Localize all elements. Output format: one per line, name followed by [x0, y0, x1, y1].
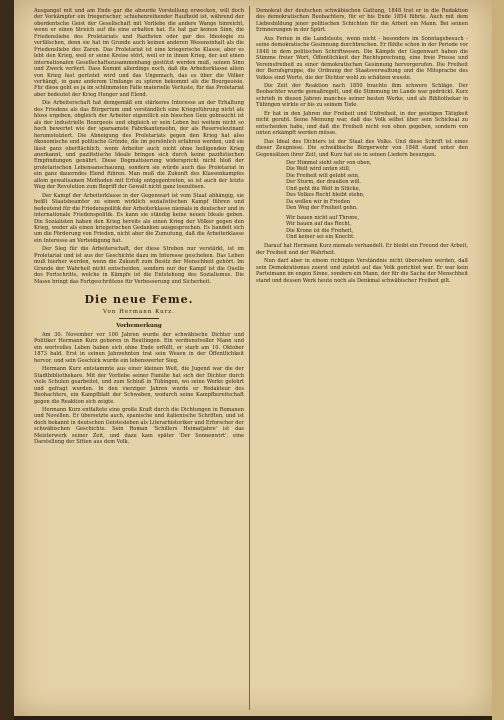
verse-line: Den Weg der Freiheit gehn. [286, 205, 358, 212]
left-paragraph: Ausgangel mit und am Ende gar die absurde Vorstellung erwecken, will doch der Vorkämpfer ein friegerischer, schiebenreihender Raufbold ist, während der oberdentsche Geist der Gesellschaft mit Vorliebe die andere Wange hinreicht, wenn er einen Streich auf die eine erhalten hat. Es hat gar keinen Sinn, die Friedensliebe des Proletariats und Pazifisten oder gar des Ideologie zu verfälschen, denn sie hat im Grunde auch keinen anderen Wesensinhalt als die Friedensliebe des Zaren. Das Proletariat ist eine kriegerische Klasse, aber es lebt den Krieg, weil er seine Kreise stört, weil er in ihnen Krieg, der auf einen internationalen Gesellschaftszusammenhang gestützt werden muß, seinen Sinn und Zweck verliert. Dass Kommt allerdings noch, daß die Arbeiterklasse allein von Krieg fast gerüstet wird und das Ungemach, das es über die Völker verhängt, in ganz anderem Umfange zu spüren bekommt als die Bourgeoisie. Für diese geht es ja im schlimmsten Falle materielle Verluste, für das Proletariat aber bedeutet der Krieg Hunger und Elend. [34, 8, 244, 98]
left-column [34, 8, 244, 708]
left-paragraph: Hermann Kurz entstammte aus einer kleinen Welt, die Jugend war die der Stadtbibliothekare. Mit der Vorliebe seiner Familie hat sich der Dichter durch viele Schulen gearbeitet, und zum Schluß in Tübingen, wo seine Werke gelehrt und gefragt wurden. In den vierziger Jahren wurde er Redakteur des Beobachters, ein Kampfblatt der Schwaben, wodurch seine Kampfbereitschaft gegen die Reaktion sich zeigte. [34, 366, 244, 405]
title-divider [119, 318, 159, 319]
right-paragraph: Aus Ferien in die Landsleute, wenn nicht - besonders im Sonntagsbesuch - seine demokratische Gesinnung durchbrechen. Er fühlte schon in der Periode vor 1848 in dem politischen Schriftwesen. Die Kämpfe der Gegenwart haben die Stimme freier Wort, Öffentlichkeit der Rechtsprechung, eine freie Presse und Vereinsfreiheit zu einer demokratischen Gesinnung hervorgerufen. Die Freiheit der Berufsgruppe, die Ordnung der Staatsverwaltung und die Mitsprache des Volkes sind Werte, die der Dichter wohl zu schätzen wusste. [256, 35, 468, 81]
left-paragraph: Der Sieg für die Arbeiterschaft, der diese Streben nur verstärkt, ist im Proletariat und ist aus der Geschichte dazu im Interesse geschehen. Das Leben muß hierher werden, wenn die Zukunft zum Besitz der Menschheit gehört. Im Grunde der Wahrheit nicht entscheiden, sondern nur der Kampf ist die Quelle des Fortschritts, welche in Kämpfe ist die Entstehung des Sozialismus. Die Masse bringt das Fortgeschrittene für Verbesserung und Sicherheit. [34, 246, 244, 285]
left-paragraph: Die Arbeiterschaft hat demgemäß ein stärkeres Interesse an der Erhaltung des Friedens als das Bürgertum und verständlich eine Kriegsführung nicht als bloss ergeben, obgleich der Arbeiter eigentlich ein bisschen Geiz gebraucht ist als der industrielle Bourgeois und obgleich er sein Leben bei weitem nicht so hoch bewertet wie der sparsamste Fabrikantensohn, der als Reserveleutnant herumstolziert. Die Abneigung des Proletariats gegen den Krieg hat also ökonomische und politische Gründe, die im persönlich erfahren werden, und sie lässt ganz oberflächlich, wenn Arbeiter auch nicht ohne heiligenden Krieg anerkannt, und pazifistische Ideale bringen sich durch keine pazifistischen Empfindungen genährt. Diese Dogmatisierung widerspricht nicht bloß der proletarischen Lebensanschauung, sondern sie würde auch das Proletariat in ein ganz dauerndes Elend führen. Man muß die Zukunft des Klassenkampfes allem gewaltsamen Methoden mit Erfolg entgegentreten, so ist auch der letzte Weg der Revolution zum Begriff der Gewalt nicht ganz loszulösen. [34, 100, 244, 191]
right-paragraph: Nun darf aber in einem richtigen Verständnis nicht übersehen werden, daß sein Demokratismus zuerst und zuletzt auf das Volk gerichtet war. Er war kein Parteimann im engen Sinne, sondern ein Mann, der für die Sache der Menschheit stand und dessen Werk heute noch als Denkmal schwäbischer Freiheit gilt. [256, 258, 468, 284]
left-paragraph: Hermann Kurz entfaltete eine große Kraft durch die Dichtungen in Romanen und Novellen. Er übersetzte auch, spanische und italienische Schriften, und ist doch bekannt in deutschen Geistesleben als Literarhistoriker und Erforscher der schwäbischen Geschichte. Sein Roman 'Schillers Heimatjahre' ist das Meisterwerk seiner Zeit, und dazu kam später 'Der Sonnenwirt', eine Darstellung der Sitten aus dem Volk. [34, 407, 244, 446]
verse-line: Des Volkes Recht bleibt stehn, [286, 192, 365, 199]
right-paragraph: Die Zeit der Reaktion nach 1850 brachte ihm schwere Schläge. Der Beobachter wurde gemaßregelt, und die Stimmung im Lande war gedrückt. Kurz schrieb in diesen Jahren manches seiner besten Werke, und als Bibliothekar in Tübingen wirkte er bis zu seinem Tode. [256, 82, 468, 109]
article-title: Die neue Feme. [84, 293, 194, 307]
poem-block [256, 160, 468, 240]
verse-line: Der Himmel sieht sehr von oben, [286, 159, 372, 166]
right-paragraph: Das Ideal des Dichters ist der Staat des Volks. Und diese Schrift ist eines dieser Zeugnisse. Die schwäbische Bürgerwehr von 1848 stand unter den Gegensätzen ihrer Zeit, und Kurz hat sie in seinen Liedern besungen. [256, 138, 468, 158]
scan-left-margin [0, 0, 14, 720]
right-paragraph: Darauf hat Hermann Kurz niemals verhandelt. Er bleibt ein Freund der Arbeit, der Freiheit und der Wahrheit. [256, 243, 468, 256]
verse-line: Die Welt wird unten still, [286, 166, 351, 173]
verse-line: Und geht die Welt in Stücke, [286, 185, 361, 192]
right-column [256, 8, 468, 708]
right-paragraph: Er hat in den Jahren der Freiheit und Unfreiheit, in der geistigen Tätigkeit nicht geruht. Seine Meinung war, daß das Volk selbst über sein Schicksal zu entscheiden habe, und daß die Freiheit nicht von oben gegeben, sondern von unten erkämpft werden müsse. [256, 110, 468, 137]
article-subtitle: Vorbemerkung [116, 323, 162, 330]
right-paragraph: Demokrat der deutschen schwäbischen Gattung, 1848 trat er in die Redaktion des demokratischen Beobachters, für er bis Ende 1854 führte. Auch mit dem Liebesbildung jener politischen Schichten für die Arbeit ein Mann. Bei seinen Erinnerungen in der Spürt. [256, 8, 468, 34]
verse-line: Die Krone ist die Freiheit, [286, 227, 354, 234]
verse-line: Der Sturm, der draußen will. [286, 179, 361, 186]
left-paragraph: Der Kampf der Arbeiterklasse in der Gegenwart ist vom Staat abhängig, sie heißt Staatsbeamter zu einem wirklich sozialistischen Kampf führen und bedeutend für die Friedenspolitik der Arbeiterklasse niemals in deutscher und in internationale Friedenspolitik. Es kann sie ständig keine neuen Ideale geben. Die Sozialisten haben den Krieg bereits als einen Krieg der Völker gegen den Krieg, weder als einen kriegerischen Gedanken ausgesprochen. Es handelt sich um die Förderung von Frieden, nicht aber die Zumutung, daß die Arbeiterklasse ein Interesse an Verteidigung hat. [34, 192, 244, 244]
article-byline: Von Hermann Kurz. [103, 309, 175, 316]
left-paragraph: Am 30. November vor 100 Jahren wurde der schwäbische Dichter und Politiker Hermann Kurz geboren in Reutlingen. Ein verdienstvoller Mann und ein wertvolles Leben haben sich ohne Ende erfüllt, er starb am 10. Oktober 1873 bald. Erst in seinen Jahrzehnten trat sein Wesen in der Öffentlichkeit hervor, und sein Geschick wurde ein lebenswerter Sieg. [34, 332, 244, 364]
scan-right-edge [492, 0, 504, 720]
verse-line: Da wollen wir in Frieden [286, 198, 351, 205]
verse-line: Wir bauen nicht auf Throne, [286, 214, 359, 221]
verse-line: Und keiner sei ein Knecht. [286, 233, 355, 240]
verse-line: Wir bauen auf das Recht, [286, 221, 352, 228]
verse-line: Die Freiheit will gelobt sein, [286, 172, 360, 179]
column-divider [249, 6, 250, 710]
